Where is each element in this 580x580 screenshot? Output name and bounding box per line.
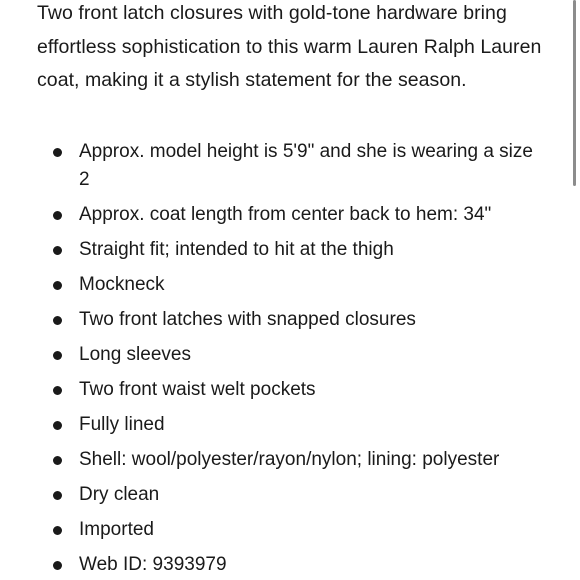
bullet-icon xyxy=(53,456,62,465)
product-description: Two front latch closures with gold-tone hardware bring effortless sophistication to this warm Lauren Ralph Lauren coat, making it a stylish statement for the season. xyxy=(37,2,542,91)
list-item xyxy=(53,341,533,369)
bullet-icon xyxy=(53,281,62,290)
list-item xyxy=(53,411,533,439)
bullet-icon xyxy=(53,246,62,255)
feature-text: Approx. coat length from center back to hem: 34" xyxy=(79,204,492,225)
bullet-icon xyxy=(53,421,62,430)
feature-text: Mockneck xyxy=(79,274,165,295)
list-item xyxy=(53,306,533,334)
bullet-icon xyxy=(53,351,62,360)
bullet-icon xyxy=(53,148,62,157)
scrollbar[interactable] xyxy=(573,0,576,186)
product-details xyxy=(37,0,547,575)
bullet-icon xyxy=(53,561,62,570)
list-item xyxy=(53,376,533,404)
list-item xyxy=(53,271,533,299)
feature-list xyxy=(53,138,533,580)
feature-text: Two front waist welt pockets xyxy=(79,379,316,400)
list-item xyxy=(53,236,533,264)
bullet-icon xyxy=(53,211,62,220)
feature-text: Fully lined xyxy=(79,414,165,435)
list-item xyxy=(53,138,533,194)
feature-text: Web ID: 9393979 xyxy=(79,554,227,575)
list-item xyxy=(53,481,533,509)
feature-text: Approx. model height is 5'9" and she is wearing a size 2 xyxy=(79,141,533,190)
feature-text: Dry clean xyxy=(79,484,160,505)
bullet-icon xyxy=(53,316,62,325)
feature-text: Long sleeves xyxy=(79,344,191,365)
feature-text: Imported xyxy=(79,519,154,540)
list-item xyxy=(53,551,533,579)
bullet-icon xyxy=(53,386,62,395)
feature-text: Straight fit; intended to hit at the thigh xyxy=(79,239,394,260)
list-item xyxy=(53,446,533,474)
list-item xyxy=(53,201,533,229)
feature-text: Two front latches with snapped closures xyxy=(79,309,416,330)
feature-text: Shell: wool/polyester/rayon/nylon; lining: polyester xyxy=(79,449,500,470)
bullet-icon xyxy=(53,526,62,535)
bullet-icon xyxy=(53,491,62,500)
list-item xyxy=(53,516,533,544)
